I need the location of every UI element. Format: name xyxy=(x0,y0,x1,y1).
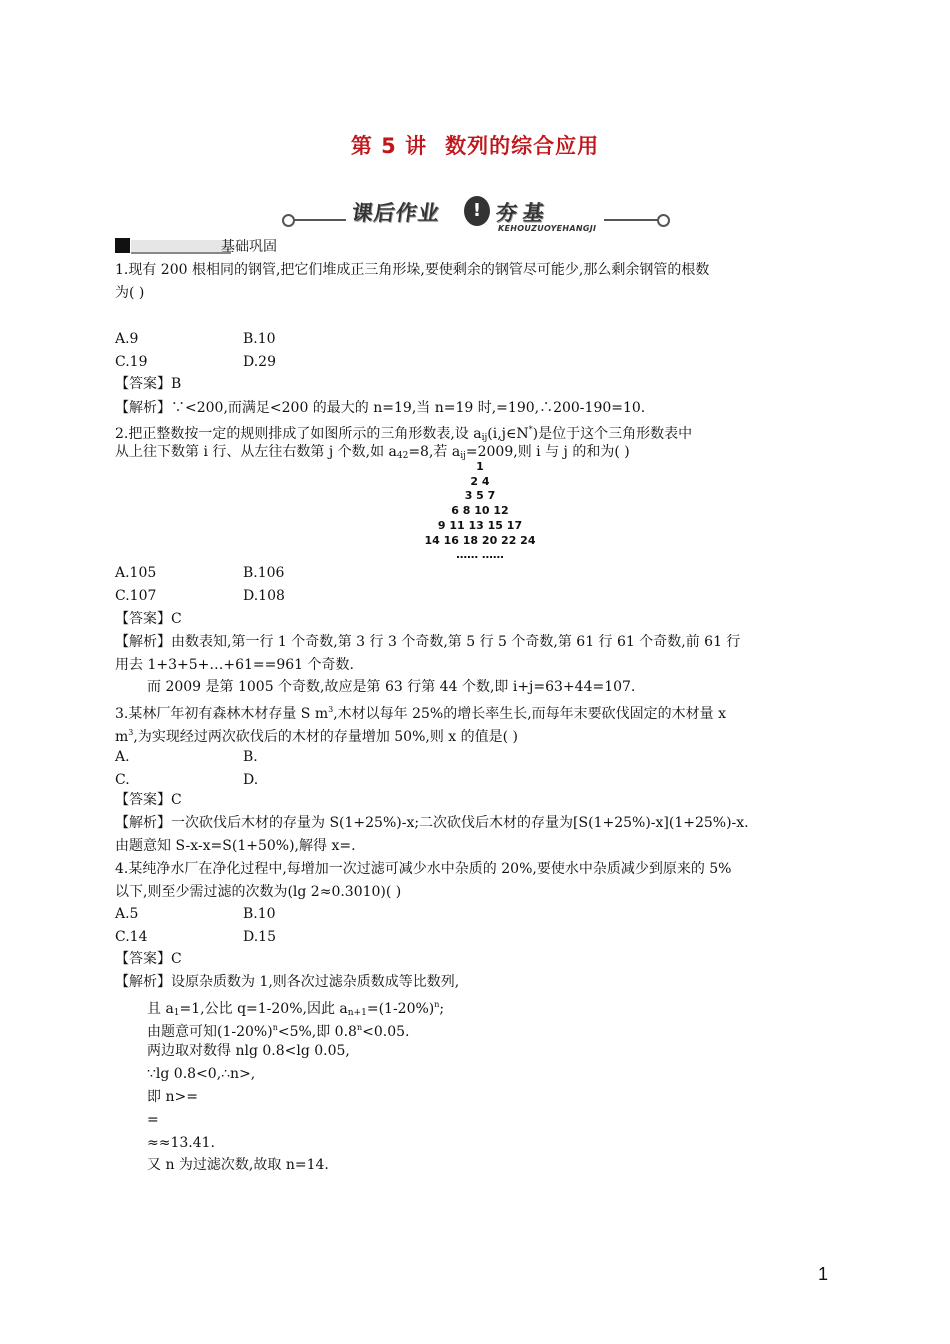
triangle-row: 6 8 10 12 xyxy=(451,504,509,518)
triangle-row: 3 5 7 xyxy=(464,489,496,503)
q4-superscript: n xyxy=(272,1023,278,1032)
q4-analysis-line1: 【解析】设原杂质数为 1,则各次过滤杂质数成等比数列, xyxy=(115,974,460,990)
triangle-row: 2 4 xyxy=(470,474,490,488)
q3-stem-line1 xyxy=(115,700,726,724)
q4-option-b: B.10 xyxy=(243,906,276,922)
triangle-row: 14 16 18 20 22 24 xyxy=(424,533,536,547)
banner-left-text: 课后作业 xyxy=(350,201,442,225)
q4-step-text: ; xyxy=(439,1001,445,1017)
q2-answer: 【答案】C xyxy=(115,611,182,627)
q2-analysis-line1: 【解析】由数表知,第一行 1 个奇数,第 3 行 3 个奇数,第 5 行 5 个奇数,第 61 行 61 个奇数,前 61 行 xyxy=(115,634,741,650)
q3-stem-text: ,为实现经过两次砍伐后的木材的存量增加 50%,则 x 的值是( ) xyxy=(133,729,519,745)
q4-step-text: <0.05. xyxy=(362,1024,410,1040)
q4-stem-line2: 以下,则至少需过滤的次数为(lg 2≈0.3010)( ) xyxy=(115,884,402,900)
q4-option-d: D.15 xyxy=(243,929,276,945)
q3-stem-text: ,木材以每年 25%的增长率生长,而每年末要砍伐固定的木材量 x xyxy=(333,706,727,722)
q4-superscript: n xyxy=(356,1023,363,1032)
q2-analysis-line3: 而 2009 是第 1005 个奇数,故应是第 63 行第 44 个数,即 i+j=63+44=107. xyxy=(147,679,636,695)
q4-step2 xyxy=(147,1018,409,1042)
q1-option-a: A.9 xyxy=(115,331,139,347)
q2-stem-text: )是位于这个三角形数表中 xyxy=(532,426,693,442)
q3-answer: 【答案】C xyxy=(115,792,182,808)
lecture-topic: 数列的综合应用 xyxy=(445,134,600,158)
q1-stem-line2: 为( ) xyxy=(115,285,145,301)
page-title xyxy=(0,130,950,160)
q2-stem-text: (i,j∈N xyxy=(487,426,529,442)
section-label: 基础巩固 xyxy=(221,239,277,255)
q4-step8: 又 n 为过滤次数,故取 n=14. xyxy=(147,1157,329,1173)
q1-analysis: 【解析】∵<200,而满足<200 的最大的 n=19,当 n=19 时,=190,∴200-190=10. xyxy=(115,400,646,416)
q2-stem-text: 从上往下数第 i 行、从左往右数第 j 个数,如 a xyxy=(115,444,397,460)
q3-option-d: D. xyxy=(243,772,259,788)
q2-stem-text: =8,若 a xyxy=(408,444,461,460)
q4-option-c: C.14 xyxy=(115,929,148,945)
q4-step6: = xyxy=(147,1112,159,1128)
q4-option-a: A.5 xyxy=(115,906,139,922)
q4-step7: ≈≈13.41. xyxy=(147,1135,215,1151)
q3-analysis-line2: 由题意知 S-x-x=S(1+50%),解得 x=. xyxy=(115,838,356,854)
q2-option-a: A.105 xyxy=(115,565,157,581)
q3-stem-text: m xyxy=(115,729,129,745)
q4-superscript: n xyxy=(434,1000,440,1009)
homework-banner xyxy=(282,192,670,240)
q1-option-b: B.10 xyxy=(243,331,276,347)
q3-stem-text: 3.某林厂年初有森林木材存量 S m xyxy=(115,706,329,722)
q4-stem-line1: 4.某纯净水厂在净化过程中,每增加一次过滤可减少水中杂质的 20%,要使水中杂质减少到原来的 5% xyxy=(115,861,732,877)
q3-option-a: A. xyxy=(115,749,130,765)
q4-step-text: =(1-20%) xyxy=(366,1001,435,1017)
q2-subscript: 42 xyxy=(396,451,409,461)
q3-option-c: C. xyxy=(115,772,130,788)
q1-option-d: D.29 xyxy=(243,354,276,370)
q2-option-c: C.107 xyxy=(115,588,157,604)
q4-subscript: n+1 xyxy=(347,1008,367,1018)
q2-analysis-line2: 用去 1+3+5+…+61==961 个奇数. xyxy=(115,657,354,673)
q2-stem-text: 2.把正整数按一定的规则排成了如图所示的三角形数表,设 a xyxy=(115,426,482,442)
q2-option-d: D.108 xyxy=(243,588,285,604)
q4-step-text: =1,公比 q=1-20%,因此 a xyxy=(179,1001,348,1017)
banner-right-dot xyxy=(657,214,670,227)
lecture-number: 第 5 讲 xyxy=(350,134,428,158)
page-number: 1 xyxy=(818,1264,829,1284)
triangle-row: 1 xyxy=(476,460,484,473)
q3-analysis-line1: 【解析】一次砍伐后木材的存量为 S(1+25%)-x;二次砍伐后木材的存量为[S(1+25%)-x](1+25%)-x. xyxy=(115,815,749,831)
q4-step-text: 由题意可知(1-20%) xyxy=(147,1024,273,1040)
q4-subscript: 1 xyxy=(173,1008,180,1018)
q2-subscript: ij xyxy=(481,433,488,443)
q4-answer: 【答案】C xyxy=(115,951,182,967)
banner-pinyin: KEHOUZUOYEHANGJI xyxy=(498,224,597,233)
q2-superscript: * xyxy=(528,425,533,434)
q2-stem-text: =2009,则 i 与 j 的和为( ) xyxy=(465,444,630,460)
q2-option-b: B.106 xyxy=(243,565,285,581)
q2-subscript: ij xyxy=(460,451,466,461)
q3-superscript: 3 xyxy=(128,728,134,737)
q3-superscript: 3 xyxy=(328,705,334,714)
q4-step-text: 且 a xyxy=(147,1001,174,1017)
triangle-row: 9 11 13 15 17 xyxy=(437,518,523,532)
q3-stem-line2 xyxy=(115,723,518,747)
banner-logo-icon: ! xyxy=(464,196,490,226)
banner-right-text: 夯基 xyxy=(494,201,552,225)
q1-option-c: C.19 xyxy=(115,354,148,370)
section-bar xyxy=(131,240,231,254)
triangle-row: …… …… xyxy=(456,548,504,562)
q4-step4: ∵lg 0.8<0,∴n>, xyxy=(147,1066,256,1082)
q4-step3: 两边取对数得 nlg 0.8<lg 0.05, xyxy=(147,1043,350,1059)
banner-left-dot xyxy=(282,214,295,227)
q1-stem-line1: 1.现有 200 根相同的钢管,把它们堆成正三角形垛,要使剩余的钢管尽可能少,那么剩余钢管的根数 xyxy=(115,262,710,278)
number-triangle xyxy=(400,460,560,563)
q4-step-text: <5%,即 0.8 xyxy=(277,1024,357,1040)
q3-option-b: B. xyxy=(243,749,258,765)
section-square-icon xyxy=(115,238,130,253)
q4-step5: 即 n>= xyxy=(147,1089,198,1105)
q1-answer: 【答案】B xyxy=(115,376,182,392)
